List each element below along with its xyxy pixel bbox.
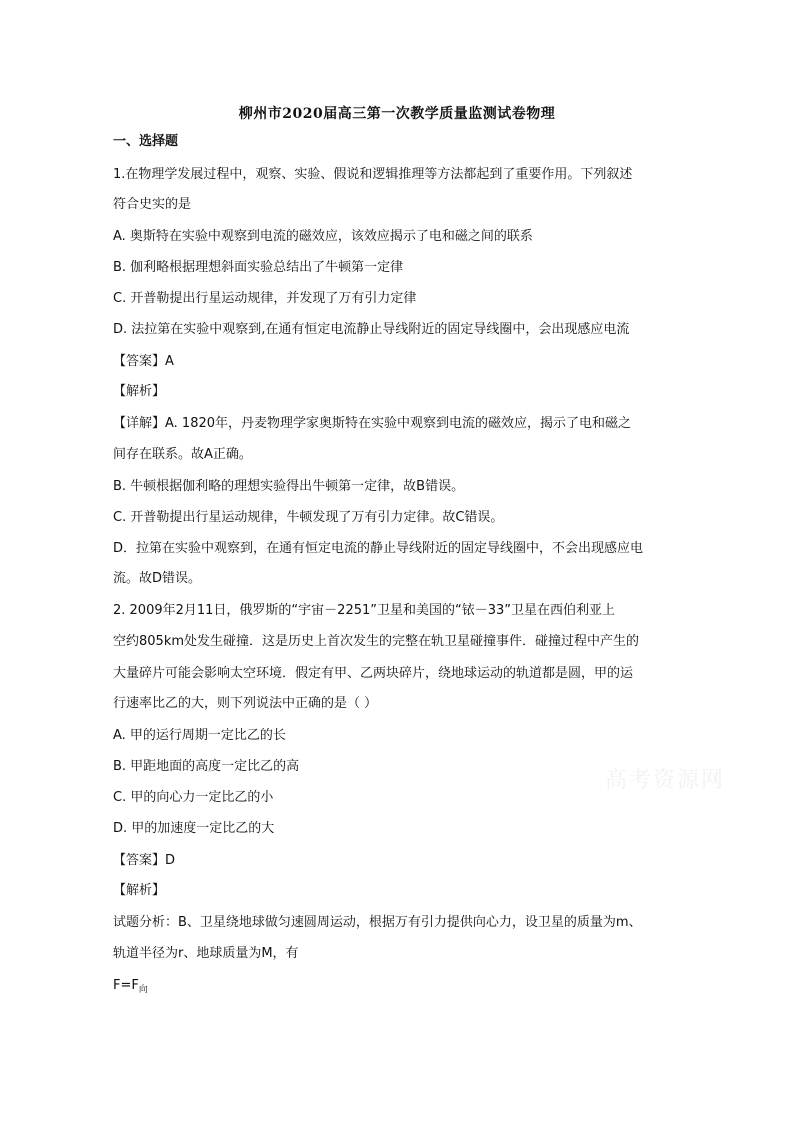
q1-option-c: C. 开普勒提出行星运动规律，并发现了万有引力定律 <box>113 291 417 306</box>
page-title: 柳州市2020届高三第一次教学质量监测试卷物理 <box>238 106 556 122</box>
q2-answer: 【答案】D <box>113 853 176 868</box>
q1-explanation-line-1: 【详解】A. 1820年，丹麦物理学家奥斯特在实验中观察到电流的磁效应，揭示了电和磁之 <box>113 416 632 431</box>
section-heading: 一、选择题 <box>113 134 179 149</box>
q1-explanation-line-5: D．拉第在实验中观察到，在通有恒定电流的静止导线附近的固定导线圈中，不会出现感应电 <box>113 541 644 556</box>
q1-explanation-line-2: 间存在联系。故A正确。 <box>113 447 252 462</box>
q2-option-c: C. 甲的向心力一定比乙的小 <box>113 790 274 805</box>
q1-explanation-line-3: B. 牛顿根据伽利略的理想实验得出牛顿第一定律，故B错误。 <box>113 479 465 494</box>
q2-option-b: B. 甲距地面的高度一定比乙的高 <box>113 759 300 774</box>
q2-stem-line-3: 大量碎片可能会影响太空环境．假定有甲、乙两块碎片，绕地球运动的轨道都是圆，甲的运 <box>113 666 634 681</box>
q2-option-d: D. 甲的加速度一定比乙的大 <box>113 821 275 836</box>
watermark: 高考资源网 <box>605 768 726 793</box>
q2-explanation-line-1: 试题分析：B、卫星绕地球做匀速圆周运动，根据万有引力提供向心力，设卫星的质量为m、 <box>113 915 642 930</box>
q1-stem-line-2: 符合史实的是 <box>113 197 192 212</box>
q1-answer: 【答案】A <box>113 354 174 369</box>
q2-stem-line-1: 2. 2009年2月11日，俄罗斯的“宇宙－2251”卫星和美国的“铱－33”卫星在西伯利亚上 <box>113 603 615 618</box>
q1-explanation-line-4: C. 开普勒提出行星运动规律，牛顿发现了万有引力定律。故C错误。 <box>113 510 504 525</box>
q1-stem-line-1: 1.在物理学发展过程中，观察、实验、假说和逻辑推理等方法都起到了重要作用。下列叙述 <box>113 167 633 182</box>
q1-option-a: A. 奥斯特在实验中观察到电流的磁效应，该效应揭示了电和磁之间的联系 <box>113 229 533 244</box>
formula-subscript: 向 <box>138 985 148 995</box>
q2-analysis-label: 【解析】 <box>113 883 166 898</box>
q2-stem-line-2: 空约805km处发生碰撞．这是历史上首次发生的完整在轨卫星碰撞事件．碰撞过程中产生的 <box>113 634 640 649</box>
q2-option-a: A. 甲的运行周期一定比乙的长 <box>113 728 286 743</box>
formula-main: F=F <box>113 978 139 993</box>
q1-explanation-line-6: 流。故D错误。 <box>113 571 202 586</box>
q2-stem-line-4: 行速率比乙的大，则下列说法中正确的是（ ） <box>113 696 378 711</box>
q2-explanation-line-2: 轨道半径为r、地球质量为M，有 <box>113 946 299 961</box>
q1-option-b: B. 伽利略根据理想斜面实验总结出了牛顿第一定律 <box>113 260 404 275</box>
q2-formula <box>113 976 693 1000</box>
q1-analysis-label: 【解析】 <box>113 384 166 399</box>
q1-option-d: D. 法拉第在实验中观察到,在通有恒定电流静止导线附近的固定导线圈中，会出现感应电流 <box>113 322 630 337</box>
